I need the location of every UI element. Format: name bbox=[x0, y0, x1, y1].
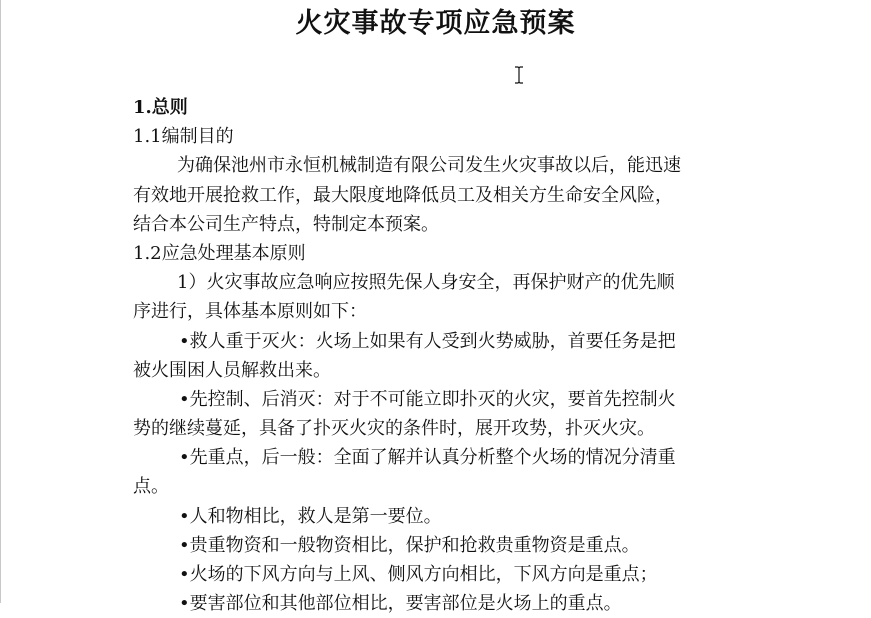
bullet-item: •先重点，后一般：全面了解并认真分析整个火场的情况分清重 bbox=[179, 447, 676, 469]
bullet-item: •人和物相比，救人是第一要位。 bbox=[179, 505, 442, 527]
bullet-item: •火场的下风方向与上风、侧风方向相比，下风方向是重点； bbox=[179, 564, 658, 585]
section-heading-1: 1.总则 bbox=[133, 97, 188, 118]
document-body[interactable] bbox=[133, 93, 753, 615]
text-cursor-icon bbox=[514, 66, 524, 84]
paragraph-line: 被火围困人员解救出来。 bbox=[133, 359, 331, 381]
paragraph-line: 1）火灾事故应急响应按照先保人身安全，再保护财产的优先顺 bbox=[177, 272, 675, 294]
page-left-edge bbox=[0, 0, 1, 603]
paragraph-line: 结合本公司生产特点，特制定本预案。 bbox=[133, 213, 439, 235]
bullet-item: •贵重物资和一般物资相比，保护和抢救贵重物资是重点。 bbox=[179, 534, 640, 556]
paragraph-line: 序进行，具体基本原则如下： bbox=[133, 301, 367, 323]
paragraph-line: 点。 bbox=[133, 476, 169, 498]
bullet-item-partial: •要害部位和其他部位相比，要害部位是火场上的重点。 bbox=[179, 593, 622, 615]
paragraph-line: 有效地开展抢救工作，最大限度地降低员工及相关方生命安全风险， bbox=[133, 184, 673, 206]
section-heading-1-1: 1.1编制目的 bbox=[133, 126, 234, 148]
paragraph-line: 势的继续蔓延，具备了扑灭火灾的条件时，展开攻势，扑灭火灾。 bbox=[133, 418, 655, 440]
bullet-item: •先控制、后消灭：对于不可能立即扑灭的火灾，要首先控制火 bbox=[179, 388, 676, 410]
document-title: 火灾事故专项应急预案 bbox=[295, 8, 576, 39]
paragraph-line: 为确保池州市永恒机械制造有限公司发生火灾事故以后，能迅速 bbox=[177, 155, 681, 177]
bullet-item: •救人重于灭火：火场上如果有人受到火势威胁，首要任务是把 bbox=[179, 330, 676, 352]
section-heading-1-2: 1.2应急处理基本原则 bbox=[133, 242, 306, 264]
